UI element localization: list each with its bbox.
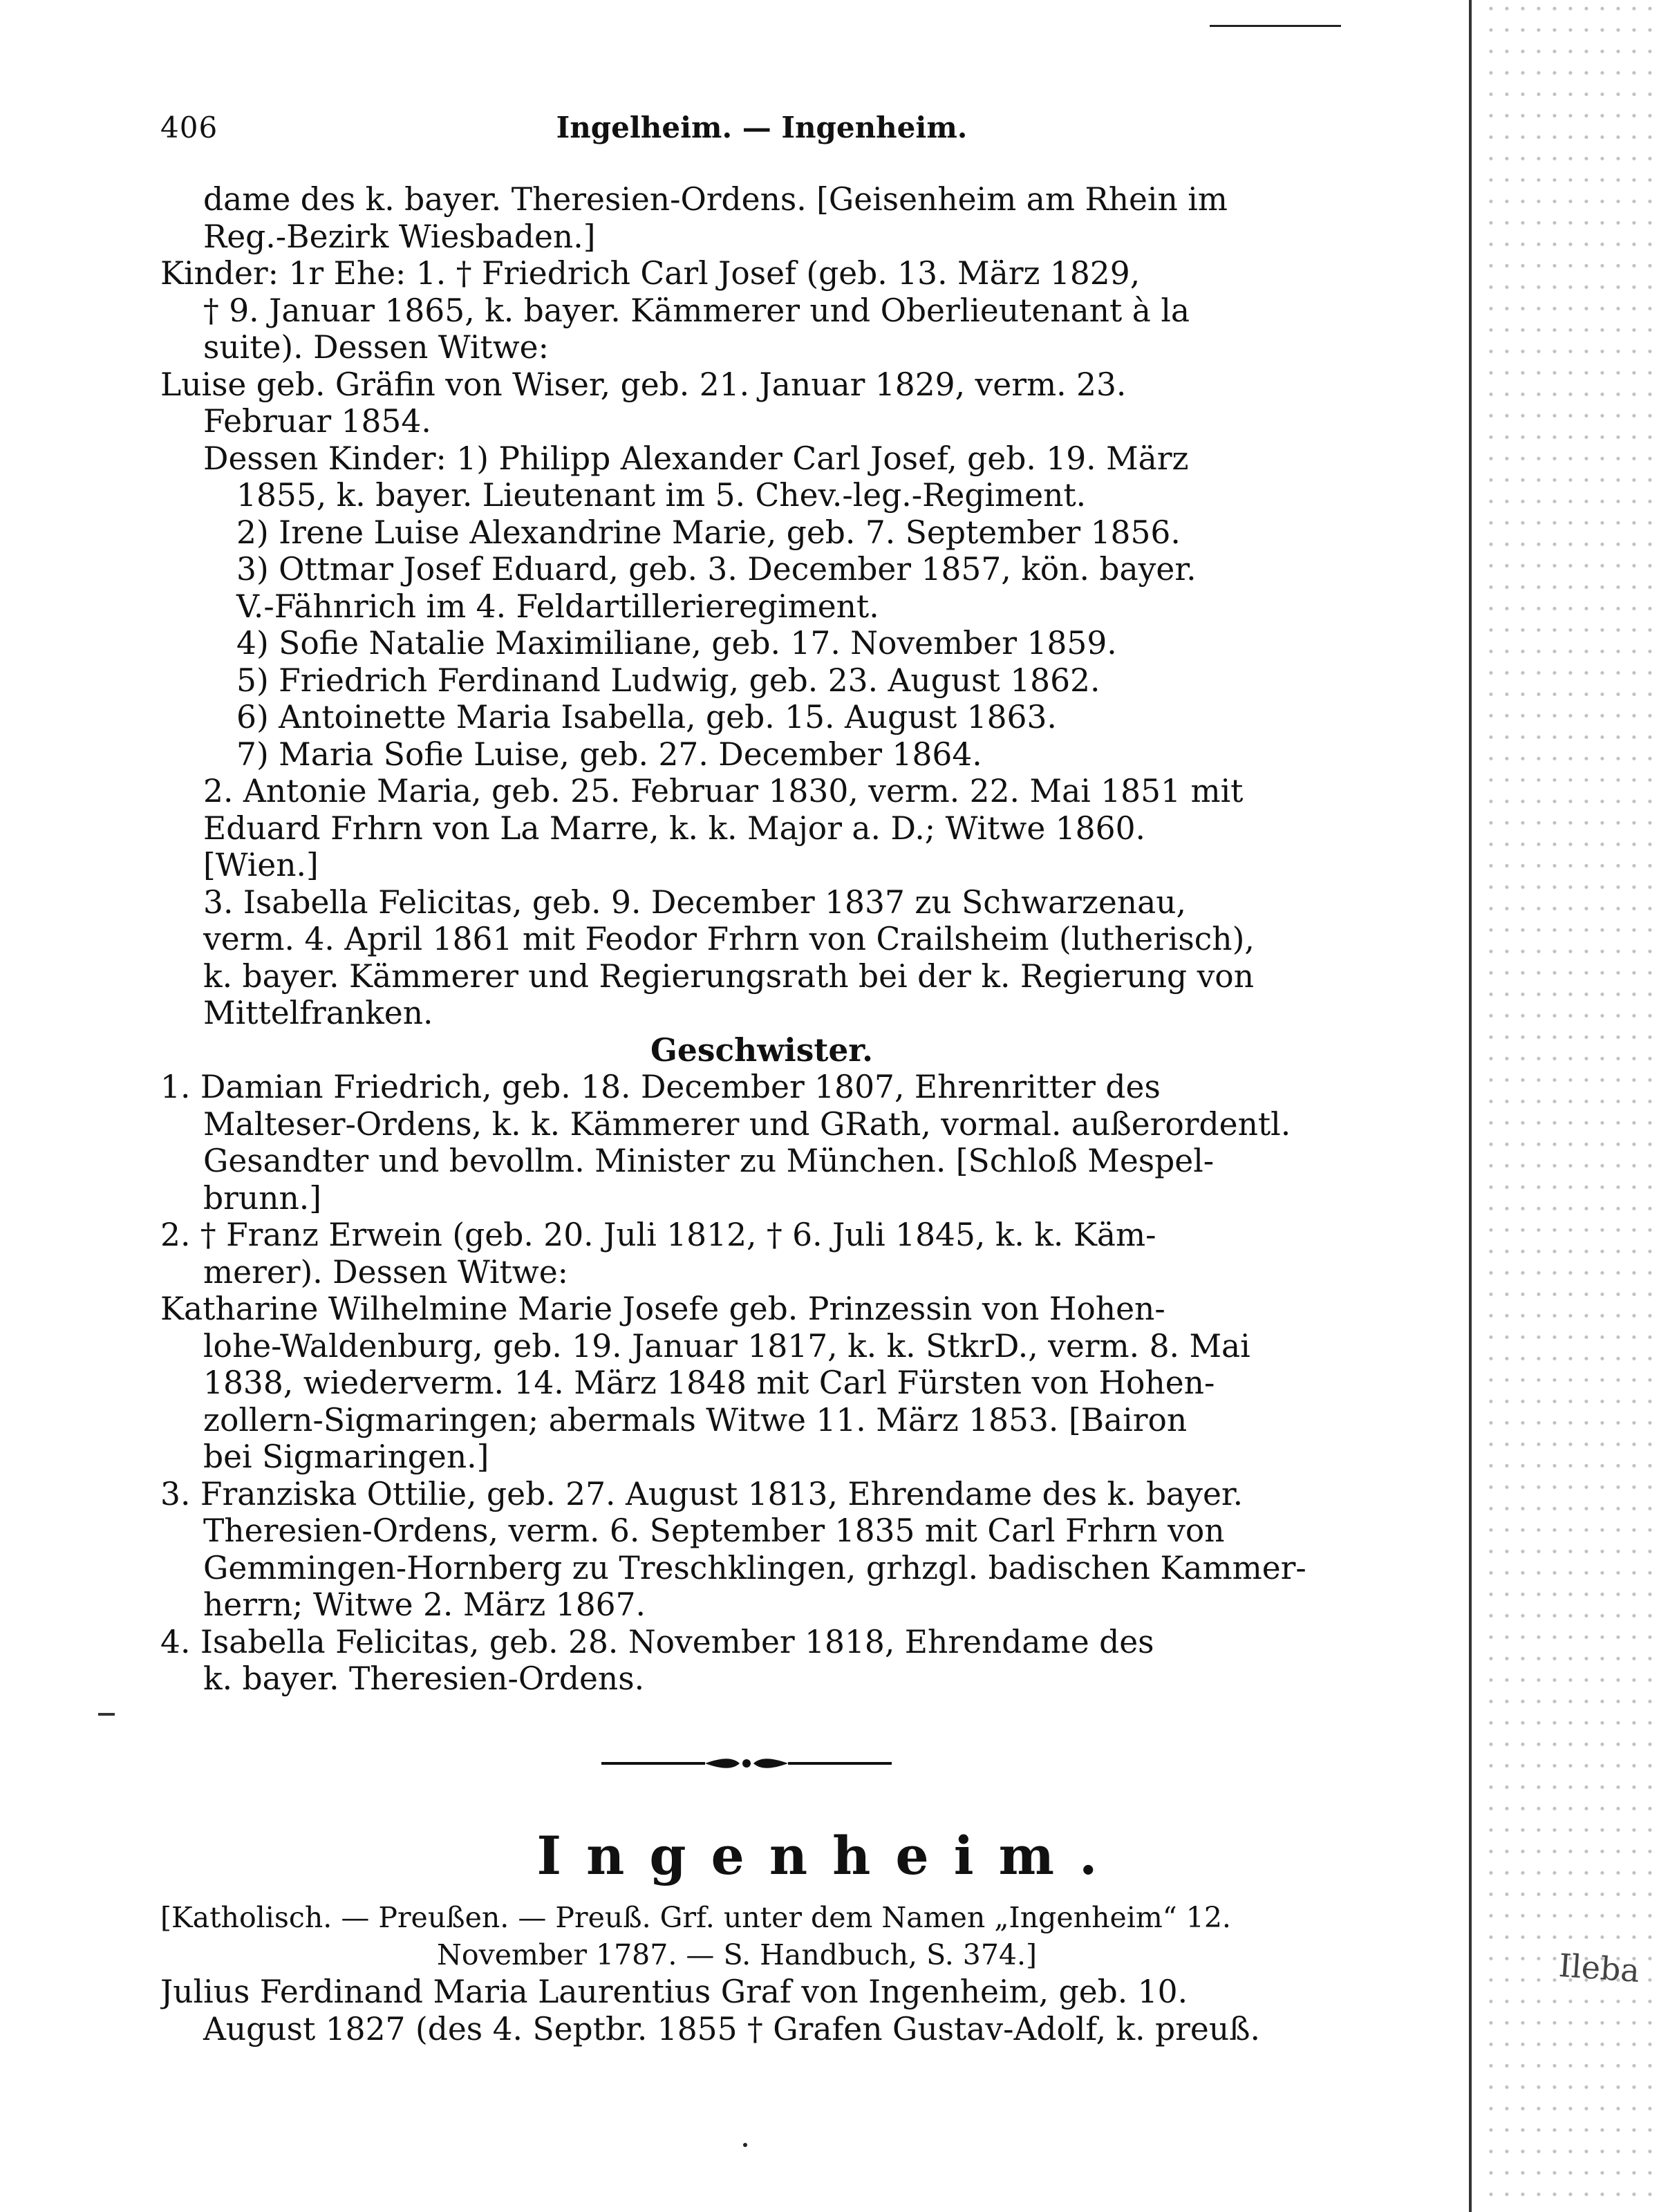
text-line: 6) Antoinette Maria Isabella, geb. 15. August 1863. (236, 699, 1057, 735)
text-line: dame des k. bayer. Theresien-Ordens. [Geisenheim am Rhein im (203, 181, 1228, 218)
page-number: 406 (160, 111, 218, 144)
text-line: merer). Dessen Witwe: (203, 1253, 568, 1291)
text-line: Februar 1854. (203, 403, 431, 440)
text-line: 2) Irene Luise Alexandrine Marie, geb. 7. September 1856. (236, 514, 1181, 551)
text-line: suite). Dessen Witwe: (203, 329, 549, 366)
text-line: 2. Antonie Maria, geb. 25. Februar 1830, verm. 22. Mai 1851 mit (203, 773, 1244, 809)
bleed-through-word: Ileba (1557, 1946, 1641, 1990)
entry-text (160, 181, 1363, 1698)
text-line: 7) Maria Sofie Luise, geb. 27. December 1864. (236, 735, 982, 773)
text-line: 4) Sofie Natalie Maximiliane, geb. 17. November 1859. (236, 625, 1117, 662)
text-line: Malteser-Ordens, k. k. Kämmerer und GRath, vormal. außerordentl. (203, 1105, 1291, 1143)
text-line: 3) Ottmar Josef Eduard, geb. 3. December 1857, kön. bayer. (236, 551, 1197, 588)
text-line: † 9. Januar 1865, k. bayer. Kämmerer und Oberlieutenant à la (203, 292, 1190, 329)
page-header (160, 111, 1363, 152)
running-head: Ingelheim. — Ingenheim. (556, 111, 968, 144)
text-line: 1855, k. bayer. Lieutenant im 5. Chev.-leg.-Regiment. (236, 477, 1087, 514)
text-line: Katharine Wilhelmine Marie Josefe geb. Prinzessin von Hohen- (160, 1291, 1165, 1327)
text-line: Reg.-Bezirk Wiesbaden.] (203, 218, 596, 255)
text-line: Kinder: 1r Ehe: 1. † Friedrich Carl Josef (geb. 13. März 1829, (160, 255, 1141, 292)
text-line: Theresien-Ordens, verm. 6. September 1835 mit Carl Frhrn von (203, 1512, 1225, 1549)
text-line: 3. Franziska Ottilie, geb. 27. August 1813, Ehrendame des k. bayer. (160, 1475, 1244, 1512)
text-line: k. bayer. Theresien-Ordens. (203, 1660, 645, 1697)
text-line: Gesandter und bevollm. Minister zu München. [Schloß Mespel- (203, 1143, 1215, 1179)
text-line: [Katholisch. — Preußen. — Preuß. Grf. unter dem Namen „Ingenheim“ 12. (160, 1901, 1231, 1934)
text-line: [Wien.] (203, 847, 319, 883)
text-line: bei Sigmaringen.] (203, 1438, 489, 1475)
text-line: Eduard Frhrn von La Marre, k. k. Major a. D.; Witwe 1860. (203, 809, 1145, 847)
text-line: herrn; Witwe 2. März 1867. (203, 1586, 646, 1623)
top-rule (1210, 25, 1341, 27)
text-line: Luise geb. Gräfin von Wiser, geb. 21. Januar 1829, verm. 23. (160, 366, 1127, 403)
section-subheading: Geschwister. (650, 1031, 873, 1069)
text-line: brunn.] (203, 1179, 322, 1217)
text-line: k. bayer. Kämmerer und Regierungsrath bei der k. Regierung von (203, 957, 1255, 995)
text-line: Gemmingen-Hornberg zu Treschklingen, grhzgl. badischen Kammer- (203, 1549, 1306, 1586)
text-line: 4. Isabella Felicitas, geb. 28. November 1818, Ehrendame des (160, 1623, 1154, 1660)
margin-dash (98, 1713, 115, 1716)
text-line: 3. Isabella Felicitas, geb. 9. December 1837 zu Schwarzenau, (203, 883, 1186, 921)
ornament-divider (601, 1754, 892, 1772)
text-line: 1838, wiederverm. 14. März 1848 mit Carl Fürsten von Hohen- (203, 1365, 1215, 1401)
text-line: November 1787. — S. Handbuch, S. 374.] (437, 1938, 1038, 1971)
section-text (160, 1900, 1363, 2047)
text-line: 2. † Franz Erwein (geb. 20. Juli 1812, † 6. Juli 1845, k. k. Käm- (160, 1217, 1156, 1253)
text-line: 1. Damian Friedrich, geb. 18. December 1807, Ehrenritter des (160, 1069, 1161, 1105)
text-line: 5) Friedrich Ferdinand Ludwig, geb. 23. August 1862. (236, 662, 1100, 699)
text-line: zollern-Sigmaringen; abermals Witwe 11. März 1853. [Bairon (203, 1401, 1188, 1438)
section-title: Ingenheim. (536, 1825, 1123, 1886)
text-line: Julius Ferdinand Maria Laurentius Graf von Ingenheim, geb. 10. (160, 1974, 1188, 2010)
text-line: Mittelfranken. (203, 995, 433, 1031)
text-line: Dessen Kinder: 1) Philipp Alexander Carl Josef, geb. 19. März (203, 440, 1189, 477)
text-line: verm. 4. April 1861 mit Feodor Frhrn von Crailsheim (lutherisch), (203, 921, 1255, 957)
text-line: V.-Fähnrich im 4. Feldartillerieregiment. (236, 588, 879, 625)
text-line: August 1827 (des 4. Septbr. 1855 † Grafen Gustav-Adolf, k. preuß. (203, 2010, 1261, 2047)
bottom-dot (743, 2143, 747, 2147)
text-line: lohe-Waldenburg, geb. 19. Januar 1817, k. k. StkrD., verm. 8. Mai (203, 1327, 1250, 1365)
